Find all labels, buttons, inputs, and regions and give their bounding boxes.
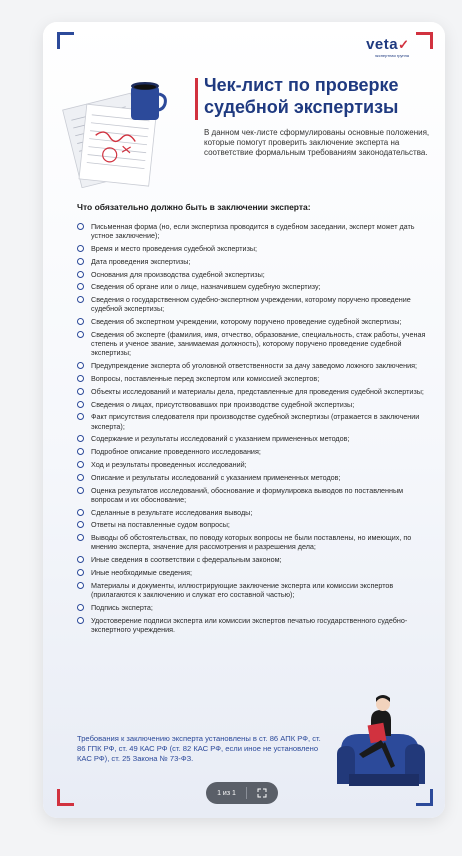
divider — [246, 787, 247, 799]
checklist-item — [77, 533, 427, 551]
circle-bullet-icon — [77, 413, 84, 420]
circle-bullet-icon — [77, 401, 84, 408]
checklist-item-text: Сведения об экспертном учреждении, которому поручено проведение судебной экспертизы; — [91, 317, 402, 327]
checklist-item-text: Сделанные в результате исследования выводы; — [91, 507, 253, 517]
checklist-heading: Что обязательно должно быть в заключении эксперта: — [77, 202, 311, 212]
checklist-item-text: Время и место проведения судебной экспертизы; — [91, 244, 258, 253]
checklist-item-text: Объекты исследований и материалы дела, представленные для проведения судебной экспертизы; — [91, 386, 424, 396]
checklist-item — [77, 282, 427, 291]
checklist-item — [77, 317, 427, 326]
checklist-item-text: Материалы и документы, иллюстрирующие заключение эксперта или комиссии экспертов (прилагаются к заключению и служат его составной частью); — [91, 580, 394, 599]
corner-mark — [57, 789, 74, 806]
circle-bullet-icon — [77, 569, 84, 576]
checklist-item — [77, 520, 427, 529]
checklist-item-text: Иные необходимые сведения; — [91, 567, 193, 577]
checklist-item-text: Содержание и результаты исследований с указанием примененных методов; — [91, 434, 350, 444]
corner-mark — [57, 32, 74, 49]
title-accent-bar — [195, 78, 198, 120]
logo-tagline: экспертная группа — [374, 53, 409, 58]
checklist-item — [77, 400, 427, 409]
corner-mark — [416, 32, 433, 49]
page-indicator: 1 из 1 — [217, 789, 236, 797]
checklist-item — [77, 447, 427, 456]
corner-mark — [416, 789, 433, 806]
checklist-item — [77, 222, 427, 240]
legal-footnote: Требования к заключению эксперта установлены в ст. 86 АПК РФ, ст. 86 ГПК РФ, ст. 49 КАС РФ (ст. 82 КАС РФ, если иное не установлено КАС РФ), ст. 25 Закона № 73-ФЗ. — [77, 734, 321, 763]
circle-bullet-icon — [77, 283, 84, 290]
circle-bullet-icon — [77, 296, 84, 303]
checklist — [77, 222, 427, 638]
page-title: Чек-лист по проверке судебной экспертизы — [204, 75, 399, 117]
checklist-item — [77, 473, 427, 482]
checklist-item — [77, 568, 427, 577]
logo-word: veta — [366, 36, 399, 53]
intro-text: В данном чек-листе сформулированы основные положения, которые помогут проверить заключение эксперта на соответствие формальным требованиям законодательства. — [204, 128, 430, 157]
document-viewer — [43, 22, 445, 818]
checklist-item-text: Вопросы, поставленные перед экспертом или комиссией экспертов; — [91, 373, 320, 383]
circle-bullet-icon — [77, 318, 84, 325]
checklist-item — [77, 270, 427, 279]
circle-bullet-icon — [77, 509, 84, 516]
checklist-item — [77, 603, 427, 612]
checklist-item — [77, 555, 427, 564]
checklist-item-text: Подробное описание проведенного исследования; — [91, 447, 261, 457]
circle-bullet-icon — [77, 474, 84, 481]
circle-bullet-icon — [77, 617, 84, 624]
checklist-item-text: Сведения о лицах, присутствовавших при производстве судебной экспертизы; — [91, 399, 355, 409]
veta-logo — [366, 36, 409, 58]
checklist-item-text: Ответы на поставленные судом вопросы; — [91, 520, 230, 530]
checklist-page — [43, 22, 445, 818]
page-navigation[interactable] — [206, 782, 278, 804]
checklist-item-text: Выводы об обстоятельствах, по поводу которых вопросы не были поставлены, но имеющих, по мнению эксперта, значение для рассмотрения и разрешения дела; — [91, 533, 412, 552]
checklist-item — [77, 486, 427, 504]
checklist-item — [77, 361, 427, 370]
circle-bullet-icon — [77, 582, 84, 589]
circle-bullet-icon — [77, 362, 84, 369]
logo-check-icon: ✓ — [398, 37, 409, 52]
circle-bullet-icon — [77, 487, 84, 494]
circle-bullet-icon — [77, 245, 84, 252]
circle-bullet-icon — [77, 521, 84, 528]
checklist-item-text: Подпись эксперта; — [91, 602, 153, 612]
checklist-item-text: Предупреждение эксперта об уголовной ответственности за дачу заведомо ложного заключения; — [91, 361, 417, 371]
circle-bullet-icon — [77, 375, 84, 382]
expand-icon[interactable] — [257, 788, 267, 798]
circle-bullet-icon — [77, 435, 84, 442]
checklist-item — [77, 244, 427, 253]
circle-bullet-icon — [77, 534, 84, 541]
circle-bullet-icon — [77, 258, 84, 265]
checklist-item — [77, 257, 427, 266]
circle-bullet-icon — [77, 388, 84, 395]
checklist-item — [77, 374, 427, 383]
checklist-item-text: Письменная форма (но, если экспертиза проводится в судебном заседании, эксперт может дать устное заключение); — [91, 222, 415, 241]
checklist-item — [77, 508, 427, 517]
checklist-item — [77, 412, 427, 430]
circle-bullet-icon — [77, 271, 84, 278]
checklist-item — [77, 295, 427, 313]
man-in-armchair-illustration — [331, 690, 431, 790]
circle-bullet-icon — [77, 223, 84, 230]
circle-bullet-icon — [77, 604, 84, 611]
checklist-item — [77, 434, 427, 443]
checklist-item — [77, 460, 427, 469]
checklist-item — [77, 330, 427, 358]
checklist-item-text: Основания для производства судебной экспертизы; — [91, 269, 265, 279]
checklist-item-text: Факт присутствия следователя при производстве судебной экспертизы (отражается в заключении эксперта); — [91, 412, 420, 431]
checklist-item-text: Сведения об органе или о лице, назначившем судебную экспертизу; — [91, 282, 321, 292]
checklist-item-text: Сведения об эксперте (фамилия, имя, отчество, образование, специальность, стаж работы, ученая степень и ученое звание, занимаемая должность), которому поручено проведение судебной экспертизы; — [91, 329, 426, 358]
checklist-item-text: Удостоверение подписи эксперта или комиссии экспертов печатью государственного судебно-экспертного учреждения. — [91, 615, 408, 634]
circle-bullet-icon — [77, 331, 84, 338]
checklist-item-text: Иные сведения в соответствии с федеральным законом; — [91, 555, 282, 565]
circle-bullet-icon — [77, 448, 84, 455]
checklist-item-text: Описание и результаты исследований с указанием примененных методов; — [91, 472, 341, 482]
papers-and-mug-illustration — [61, 68, 171, 188]
circle-bullet-icon — [77, 461, 84, 468]
checklist-item-text: Дата проведения экспертизы; — [91, 256, 191, 266]
checklist-item-text: Ход и результаты проведенных исследований; — [91, 459, 247, 469]
checklist-item — [77, 387, 427, 396]
checklist-item-text: Сведения о государственном судебно-экспертном учреждении, которому поручено проведение судебной экспертизы; — [91, 295, 411, 314]
checklist-item — [77, 581, 427, 599]
checklist-item-text: Оценка результатов исследований, обоснование и формулировка выводов по поставленным вопросам и их обоснование; — [91, 485, 404, 504]
circle-bullet-icon — [77, 556, 84, 563]
checklist-item — [77, 616, 427, 634]
